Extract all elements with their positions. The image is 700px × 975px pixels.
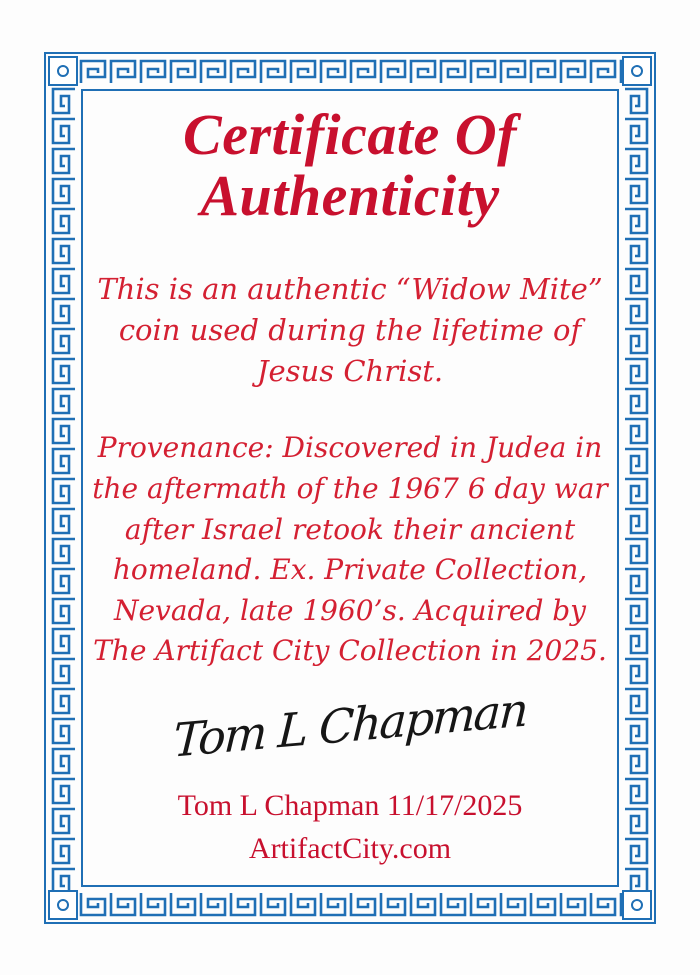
greek-key-band-right: [622, 56, 652, 920]
certificate-content: [84, 96, 616, 880]
certificate-title-line-2: Authenticity: [200, 163, 500, 229]
corner-ornament-bottom-right-icon: [622, 890, 652, 920]
greek-key-band-bottom: [48, 890, 652, 920]
corner-ornament-bottom-left-icon: [48, 890, 78, 920]
certificate-title: [84, 104, 616, 227]
certificate-title-line-1: Certificate Of: [183, 102, 517, 167]
provenance-statement: Provenance: Discovered in Judea in the aftermath of the 1967 6 day war after Israel retook their ancient homeland. Ex. Private Collection, Nevada, late 1960’s. Acquired by The Artifact City Collection in 2025.: [92, 431, 608, 668]
authenticity-statement: This is an authentic “Widow Mite” coin used during the lifetime of Jesus Christ.: [97, 271, 603, 389]
greek-key-band-top: [48, 56, 652, 86]
website-text: ArtifactCity.com: [248, 832, 452, 866]
handwritten-signature: Tom L Chapman: [171, 682, 529, 768]
signer-name-and-date: Tom L Chapman 11/17/2025: [177, 789, 523, 823]
greek-key-band-left: [48, 56, 78, 920]
corner-ornament-top-left-icon: [48, 56, 78, 86]
corner-ornament-top-right-icon: [622, 56, 652, 86]
signature-block: [84, 682, 616, 784]
